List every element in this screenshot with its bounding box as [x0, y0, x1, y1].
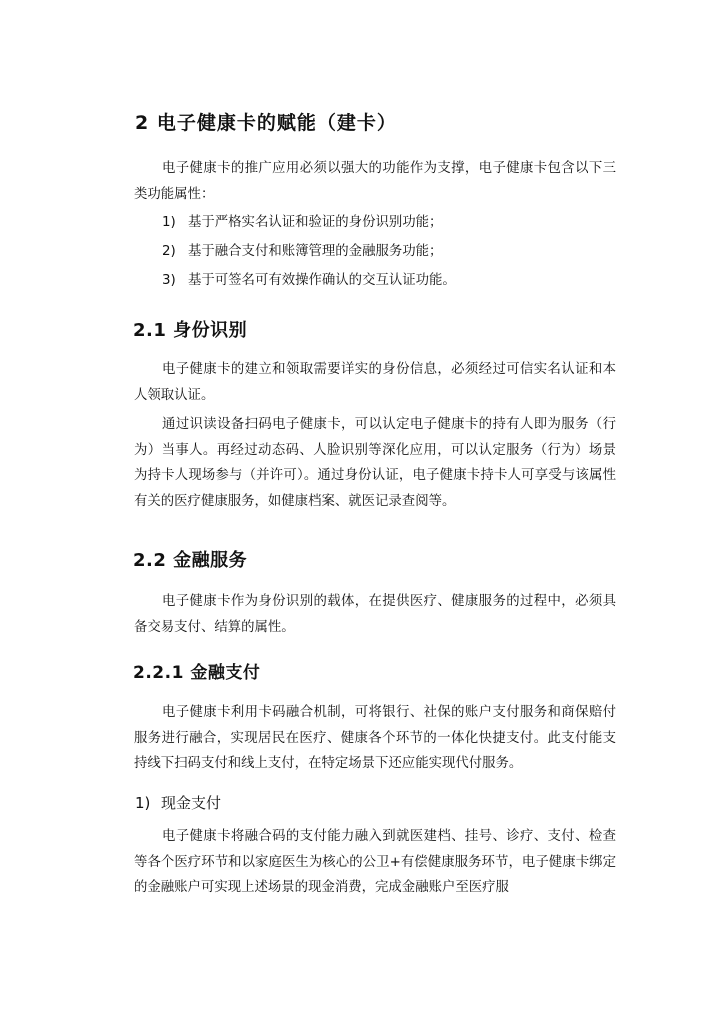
list-number: 2)	[162, 244, 176, 259]
list-item	[162, 211, 442, 235]
heading-identity: 2.1 身份识别	[133, 320, 248, 341]
heading-cash	[135, 792, 221, 813]
heading-finance: 2.2 金融服务	[133, 550, 248, 571]
payment-paragraph: 电子健康卡利用卡码融合机制，可将银行、社保的账户支付服务和商保赔付服务进行融合，实现居民在医疗、健康各个环节的一体化快捷支付。此支付能支持线下扫码支付和线上支付，在特定场景下还应能实现代付服务。	[134, 705, 616, 772]
list-item	[162, 269, 456, 293]
list-text: 基于严格实名认证和验证的身份识别功能；	[188, 215, 443, 230]
list-number: 1)	[162, 215, 176, 230]
finance-paragraph: 电子健康卡作为身份识别的载体，在提供医疗、健康服务的过程中，必须具备交易支付、结算的属性。	[134, 594, 616, 635]
list-text: 基于可签名可有效操作确认的交互认证功能。	[188, 273, 456, 288]
section-title: 2 电子健康卡的赋能（建卡）	[135, 112, 397, 134]
cash-number: 1)	[135, 794, 151, 812]
list-number: 3)	[162, 273, 176, 288]
heading-payment: 2.2.1 金融支付	[133, 663, 261, 683]
identity-paragraph: 电子健康卡的建立和领取需要详实的身份信息，必须经过可信实名认证和本人领取认证。	[134, 362, 616, 403]
cash-paragraph: 电子健康卡将融合码的支付能力融入到就医建档、挂号、诊疗、支付、检查等各个医疗环节和以家庭医生为核心的公卫+有偿健康服务环节，电子健康卡绑定的金融账户可实现上述场景的现金消费，完成金融账户至医疗服	[134, 829, 616, 896]
identity-paragraph: 通过识读设备扫码电子健康卡，可以认定电子健康卡的持有人即为服务（行为）当事人。再经过动态码、人脸识别等深化应用，可以认定服务（行为）场景为持卡人现场参与（并许可）。通过身份认证，电子健康卡持卡人可享受与该属性有关的医疗健康服务，如健康档案、就医记录查阅等。	[134, 417, 616, 509]
intro-paragraph: 电子健康卡的推广应用必须以强大的功能作为支撑，电子健康卡包含以下三类功能属性：	[134, 161, 616, 202]
cash-title: 现金支付	[161, 794, 222, 812]
list-item	[162, 240, 442, 264]
list-text: 基于融合支付和账簿管理的金融服务功能；	[188, 244, 443, 259]
